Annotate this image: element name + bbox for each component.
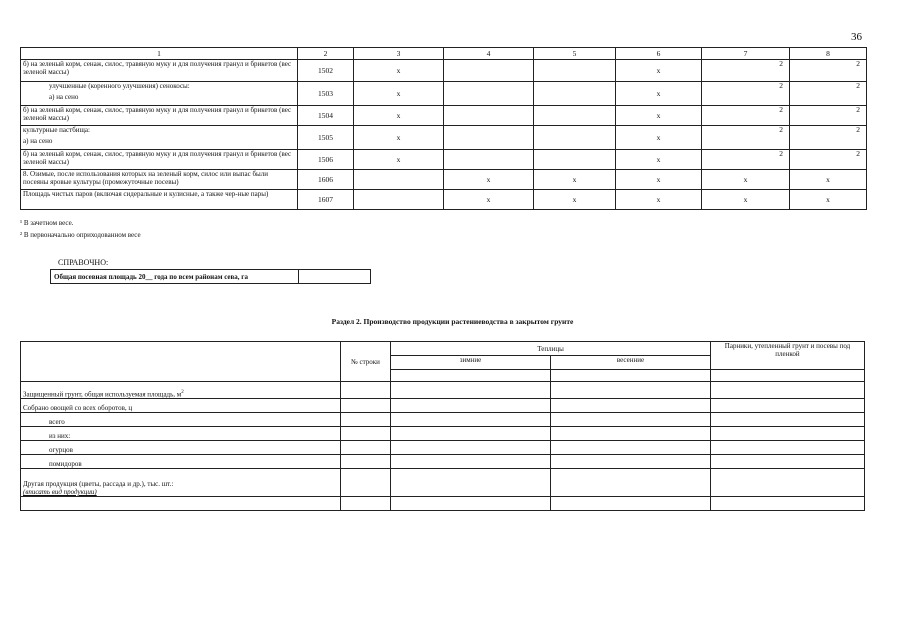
footnote-ref-mark: 2 xyxy=(779,81,783,90)
row-label-text: улучшенные (коренного улучшения) сенокосы: xyxy=(49,82,190,90)
data-cell-c4[interactable] xyxy=(444,82,534,106)
cell-mark: x xyxy=(826,174,830,184)
header-cell: 4 xyxy=(444,48,534,60)
footnote-ref-mark: 2 xyxy=(856,81,860,90)
data-cell-c4[interactable] xyxy=(444,190,534,210)
table-row xyxy=(21,497,865,511)
cell-mark: x xyxy=(656,88,661,98)
input-cell[interactable] xyxy=(551,413,711,427)
input-cell[interactable] xyxy=(711,382,865,399)
data-cell-c3[interactable] xyxy=(354,190,444,210)
table-row xyxy=(21,60,867,82)
row-label-text: Площадь чистых паров (включая сидеральные и кулисные, а также чер-ные пары) xyxy=(23,190,269,198)
input-cell[interactable] xyxy=(391,382,551,399)
reference-value-field[interactable] xyxy=(299,270,371,284)
data-cell-c4[interactable] xyxy=(444,150,534,170)
table-row xyxy=(21,170,867,190)
row-label xyxy=(21,60,298,82)
header-spacer xyxy=(711,370,865,382)
footnote-ref-mark: 2 xyxy=(779,105,783,114)
footnote-2: ² В первоначально оприходованном весе xyxy=(20,231,141,239)
data-cell-c7[interactable] xyxy=(702,82,790,106)
input-cell[interactable] xyxy=(391,497,551,511)
cell-mark: x xyxy=(656,110,661,120)
data-cell-c4[interactable] xyxy=(444,60,534,82)
data-cell-c6[interactable] xyxy=(616,126,702,150)
table-row xyxy=(21,413,865,427)
data-cell-c6[interactable] xyxy=(616,190,702,210)
data-cell-c5[interactable] xyxy=(534,106,616,126)
data-cell-c5[interactable] xyxy=(534,60,616,82)
input-cell[interactable] xyxy=(341,427,391,441)
row-label-text: б) на зеленый корм, сенаж, силос, травяную муку и для получения гранул и брикетов (вес зеленой массы) xyxy=(23,60,292,76)
data-cell-c3[interactable] xyxy=(354,60,444,82)
cell-mark: x xyxy=(486,174,491,184)
data-cell-c6[interactable] xyxy=(616,106,702,126)
input-cell[interactable] xyxy=(711,413,865,427)
header-row-no: № строки xyxy=(341,342,391,382)
row-label xyxy=(21,469,341,497)
reference-label: Общая посевная площадь 20__ года по всем районам сева, га xyxy=(51,270,299,284)
cell-mark: x xyxy=(826,194,830,204)
row-code: 1502 xyxy=(298,60,354,82)
footnote-ref-mark: 2 xyxy=(779,125,783,134)
row-label xyxy=(21,413,341,427)
data-cell-c5[interactable] xyxy=(534,170,616,190)
input-cell[interactable] xyxy=(711,441,865,455)
data-cell-c8[interactable] xyxy=(790,126,867,150)
header-greenhouses: Теплицы xyxy=(391,342,711,356)
header-spring: весенние xyxy=(551,356,711,370)
input-cell[interactable] xyxy=(391,399,551,413)
data-cell-c4[interactable] xyxy=(444,106,534,126)
row-label-text: помидоров xyxy=(49,460,82,468)
row-label-text: культурные пастбища: xyxy=(23,126,90,134)
input-cell[interactable] xyxy=(711,469,865,497)
cell-mark: x xyxy=(572,174,577,184)
table-header-row xyxy=(21,48,867,60)
row-label xyxy=(21,106,298,126)
table-row xyxy=(21,399,865,413)
input-cell[interactable] xyxy=(711,427,865,441)
table-row xyxy=(21,150,867,170)
row-label xyxy=(21,170,298,190)
data-cell-c7[interactable] xyxy=(702,60,790,82)
row-label-text: из них: xyxy=(49,432,71,440)
data-cell-c8[interactable] xyxy=(790,170,867,190)
row-label xyxy=(21,382,341,399)
page-number: 36 xyxy=(851,31,862,43)
input-cell[interactable] xyxy=(551,497,711,511)
table-row xyxy=(21,82,867,106)
cell-mark: x xyxy=(656,132,661,142)
cell-mark: x xyxy=(396,65,401,75)
footnote-ref-mark: 2 xyxy=(856,105,860,114)
input-cell[interactable] xyxy=(341,413,391,427)
input-cell[interactable] xyxy=(551,399,711,413)
reference-title: СПРАВОЧНО: xyxy=(58,258,109,267)
input-cell[interactable] xyxy=(551,427,711,441)
data-cell-c4[interactable] xyxy=(444,170,534,190)
table-row xyxy=(21,427,865,441)
footnote-ref-mark: 2 xyxy=(856,125,860,134)
header-cell: 5 xyxy=(534,48,616,60)
header-blank xyxy=(21,342,341,382)
data-cell-c5[interactable] xyxy=(534,126,616,150)
row-label-text: Другая продукция (цветы, рассада и др.), тыс. шт.: xyxy=(23,480,174,488)
row-label xyxy=(21,150,298,170)
data-cell-c8[interactable] xyxy=(790,60,867,82)
data-cell-c3[interactable] xyxy=(354,150,444,170)
data-cell-c3[interactable] xyxy=(354,170,444,190)
input-cell[interactable] xyxy=(551,382,711,399)
unit-superscript: 2 xyxy=(181,389,184,395)
header-cell: 6 xyxy=(616,48,702,60)
data-cell-c6[interactable] xyxy=(616,170,702,190)
data-cell-c6[interactable] xyxy=(616,150,702,170)
input-cell[interactable] xyxy=(391,469,551,497)
row-label xyxy=(21,190,298,210)
input-cell[interactable] xyxy=(341,469,391,497)
row-label xyxy=(21,455,341,469)
section-2-title: Раздел 2. Производство продукции растениеводства в закрытом грунте xyxy=(331,317,574,326)
cell-mark: x xyxy=(656,154,661,164)
header-spacer xyxy=(391,370,551,382)
table-row xyxy=(21,455,865,469)
header-cell: 7 xyxy=(702,48,790,60)
footnote-ref-mark: 2 xyxy=(779,59,783,68)
data-cell-c7[interactable] xyxy=(702,190,790,210)
header-spacer xyxy=(551,370,711,382)
cell-mark: x xyxy=(396,110,401,120)
header-cell: 2 xyxy=(298,48,354,60)
input-cell[interactable] xyxy=(341,382,391,399)
data-cell-c7[interactable] xyxy=(702,106,790,126)
row-label xyxy=(21,497,341,511)
input-cell[interactable] xyxy=(391,455,551,469)
data-cell-c7[interactable] xyxy=(702,126,790,150)
row-code: 1503 xyxy=(298,82,354,106)
cell-mark: x xyxy=(572,194,577,204)
data-cell-c8[interactable] xyxy=(790,82,867,106)
row-label-text: огурцов xyxy=(49,446,73,454)
header-cell: 8 xyxy=(790,48,867,60)
cell-mark: x xyxy=(656,65,661,75)
input-cell[interactable] xyxy=(391,427,551,441)
row-label-text: Защищенный грунт, общая используемая площадь, м xyxy=(23,390,182,398)
cell-mark: x xyxy=(743,174,748,184)
row-code: 1504 xyxy=(298,106,354,126)
cell-mark: x xyxy=(656,194,661,204)
row-code: 1606 xyxy=(298,170,354,190)
data-cell-c3[interactable] xyxy=(354,106,444,126)
header-cell: 3 xyxy=(354,48,444,60)
row-label-text: Собрано овощей со всех оборотов, ц xyxy=(23,404,133,412)
row-label xyxy=(21,126,298,150)
input-cell[interactable] xyxy=(551,469,711,497)
footnote-ref-mark: 2 xyxy=(856,59,860,68)
table-row xyxy=(21,190,867,210)
input-cell[interactable] xyxy=(341,441,391,455)
table-row xyxy=(21,106,867,126)
cell-mark: x xyxy=(396,132,401,142)
cell-mark: x xyxy=(396,154,401,164)
data-cell-c5[interactable] xyxy=(534,190,616,210)
data-cell-c7[interactable] xyxy=(702,150,790,170)
data-cell-c6[interactable] xyxy=(616,82,702,106)
header-cell: 1 xyxy=(21,48,298,60)
row-code: 1506 xyxy=(298,150,354,170)
row-label xyxy=(21,82,298,106)
cell-mark: x xyxy=(486,194,491,204)
table-row xyxy=(21,382,865,399)
footnote-ref-mark: 2 xyxy=(856,149,860,158)
footnote-ref-mark: 2 xyxy=(779,149,783,158)
row-label-text: б) на зеленый корм, сенаж, силос, травяную муку и для получения гранул и брикетов (вес зеленой массы) xyxy=(23,106,292,122)
data-cell-c3[interactable] xyxy=(354,126,444,150)
reference-table xyxy=(50,269,371,284)
row-label xyxy=(21,427,341,441)
input-cell[interactable] xyxy=(391,441,551,455)
table-row xyxy=(21,441,865,455)
input-cell[interactable] xyxy=(711,455,865,469)
row-label-text: 8. Озимые, после использования которых на зеленый корм, силос или выпас были посеяны яровые культуры (промежуточные посевы) xyxy=(23,170,268,186)
data-cell-c8[interactable] xyxy=(790,150,867,170)
input-cell[interactable] xyxy=(341,399,391,413)
data-cell-c6[interactable] xyxy=(616,60,702,82)
row-label-subtext: а) на сено xyxy=(23,137,53,145)
table-row xyxy=(21,126,867,150)
input-cell[interactable] xyxy=(341,497,391,511)
footnote-1: ¹ В зачетном весе. xyxy=(20,219,74,227)
cell-mark: x xyxy=(743,194,748,204)
row-code: 1607 xyxy=(298,190,354,210)
input-cell[interactable] xyxy=(711,497,865,511)
input-cell[interactable] xyxy=(711,399,865,413)
input-cell[interactable] xyxy=(391,413,551,427)
data-cell-c3[interactable] xyxy=(354,82,444,106)
row-label-subtext: а) на сено xyxy=(49,93,79,101)
data-cell-c8[interactable] xyxy=(790,106,867,126)
data-cell-c5[interactable] xyxy=(534,150,616,170)
row-label-subtext: (вписать вид продукции) xyxy=(23,488,97,496)
input-cell[interactable] xyxy=(341,455,391,469)
header-winter: зимние xyxy=(391,356,551,370)
cell-mark: x xyxy=(656,174,661,184)
row-label xyxy=(21,399,341,413)
input-cell[interactable] xyxy=(551,455,711,469)
data-cell-c5[interactable] xyxy=(534,82,616,106)
header-hotbeds: Парники, утепленный грунт и посевы под пленкой xyxy=(711,342,865,370)
data-cell-c4[interactable] xyxy=(444,126,534,150)
row-code: 1505 xyxy=(298,126,354,150)
cell-mark: x xyxy=(396,88,401,98)
input-cell[interactable] xyxy=(551,441,711,455)
greenhouse-production-table xyxy=(20,341,865,511)
row-label-text: всего xyxy=(49,418,65,426)
data-cell-c7[interactable] xyxy=(702,170,790,190)
table-row xyxy=(21,469,865,497)
crop-area-table xyxy=(20,47,867,210)
row-label-text: б) на зеленый корм, сенаж, силос, травяную муку и для получения гранул и брикетов (вес зеленой массы) xyxy=(23,150,292,166)
data-cell-c8[interactable] xyxy=(790,190,867,210)
row-label xyxy=(21,441,341,455)
